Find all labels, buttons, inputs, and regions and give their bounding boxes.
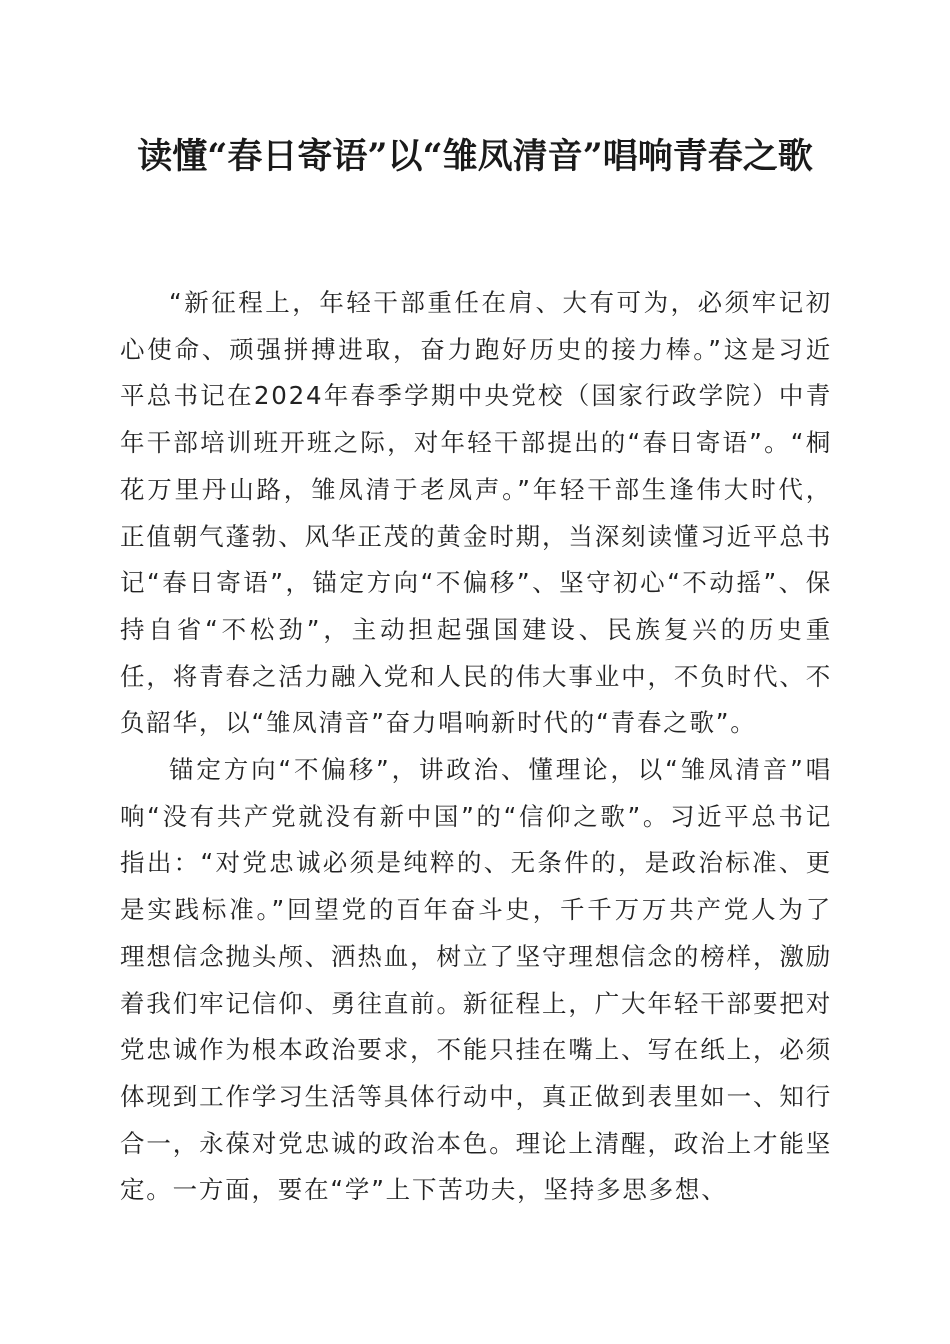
paragraph-2: 锚定方向“不偏移”，讲政治、懂理论，以“雏凤清音”唱响“没有共产党就没有新中国”的“信仰之歌”。习近平总书记指出：“对党忠诚必须是纯粹的、无条件的，是政治标准、更是实践标准。”回望党的百年奋斗史，千千万万共产党人为了理想信念抛头颅、洒热血，树立了坚守理想信念的榜样，激励着我们牢记信仰、勇往直前。新征程上，广大年轻干部要把对党忠诚作为根本政治要求，不能只挂在嘴上、写在纸上，必须体现到工作学习生活等具体行动中，真正做到表里如一、知行合一，永葆对党忠诚的政治本色。理论上清醒，政治上才能坚定。一方面，要在“学”上下苦功夫，坚持多思多想、 [120, 755, 832, 1205]
document-title: 读懂“春日寄语”以“雏凤清音”唱响青春之歌 [137, 136, 813, 177]
document-body [120, 280, 832, 1214]
paragraph-1: “新征程上，年轻干部重任在肩、大有可为，必须牢记初心使命、顽强拼搏进取，奋力跑好历史的接力棒。”这是习近平总书记在2024年春季学期中央党校（国家行政学院）中青年干部培训班开班之际，对年轻干部提出的“春日寄语”。“桐花万里丹山路，雏凤清于老凤声。”年轻干部生逢伟大时代，正值朝气蓬勃、风华正茂的黄金时期，当深刻读懂习近平总书记“春日寄语”，锚定方向“不偏移”、坚守初心“不动摇”、保持自省“不松劲”，主动担起强国建设、民族复兴的历史重任，将青春之活力融入党和人民的伟大事业中，不负时代、不负韶华，以“雏凤清音”奋力唱响新时代的“青春之歌”。 [120, 288, 832, 738]
